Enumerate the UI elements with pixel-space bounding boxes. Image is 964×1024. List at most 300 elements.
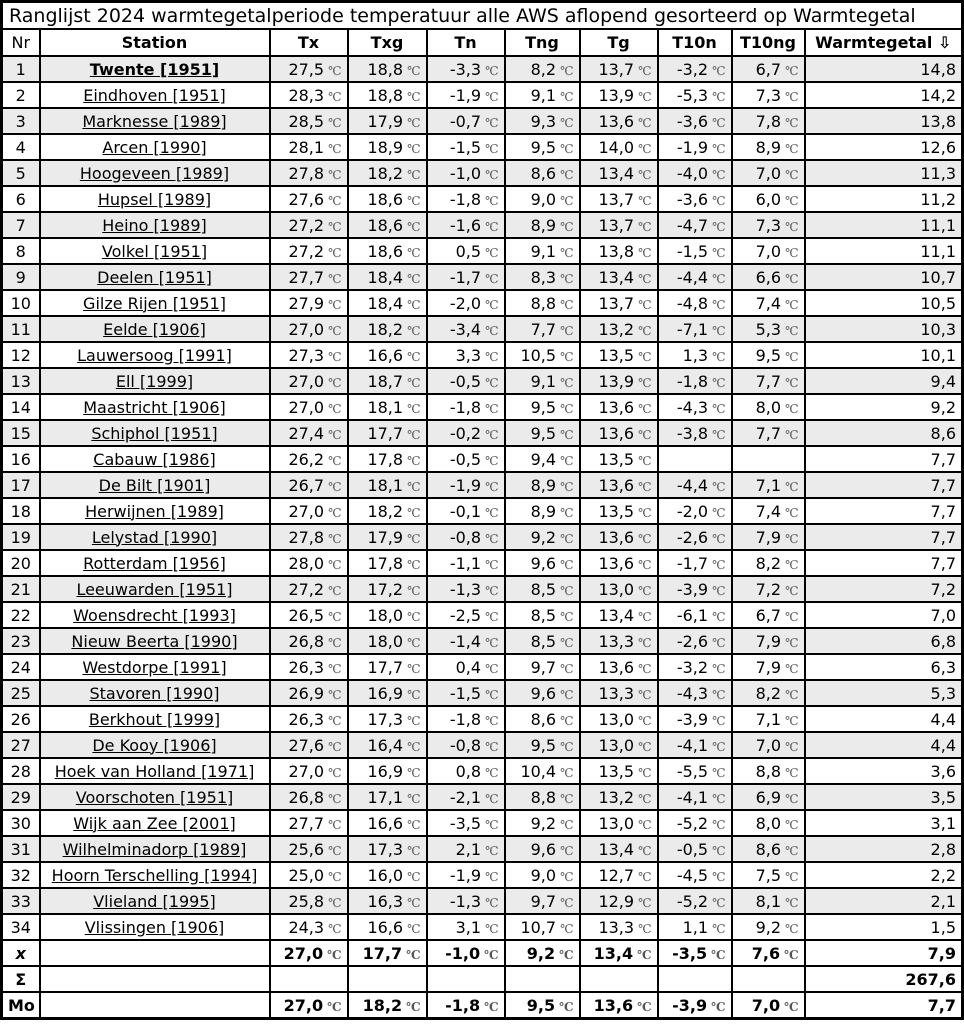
col-header-tng[interactable]: Tng: [505, 29, 580, 56]
warmtegetal-cell: 10,5: [805, 290, 963, 316]
celsius-unit: ℃: [785, 375, 799, 390]
celsius-unit: ℃: [638, 869, 652, 884]
temperature-value: 13,7: [598, 293, 635, 313]
celsius-unit: ℃: [638, 427, 652, 442]
temperature-value: -3,5: [449, 813, 482, 833]
temperature-value: 17,1: [367, 787, 404, 807]
temperature-value: 9,1: [530, 241, 557, 261]
station-link[interactable]: Voorschoten [1951]: [75, 787, 234, 807]
station-cell: [40, 82, 270, 108]
temp-cell: [427, 862, 505, 888]
temp-cell: [348, 368, 427, 394]
temp-cell: [580, 160, 658, 186]
temp-cell: [505, 472, 580, 498]
temp-cell: [505, 290, 580, 316]
temp-cell: [270, 706, 348, 732]
temperature-value: 13,5: [598, 345, 635, 365]
warmtegetal-cell: 2,2: [805, 862, 963, 888]
station-link[interactable]: Deelen [1951]: [97, 267, 212, 287]
celsius-unit: ℃: [712, 583, 726, 598]
summary-row: [2, 940, 963, 966]
temperature-value: 27,2: [288, 241, 325, 261]
celsius-unit: ℃: [638, 63, 652, 78]
temperature-value: 13,2: [598, 787, 635, 807]
temp-cell: [580, 264, 658, 290]
celsius-unit: ℃: [328, 167, 342, 182]
temp-cell: [427, 914, 505, 940]
celsius-unit: ℃: [485, 609, 499, 624]
temp-cell: [505, 758, 580, 784]
temperature-value: 13,6: [598, 475, 635, 495]
temp-cell: [270, 472, 348, 498]
temp-cell: [732, 524, 805, 550]
celsius-unit: ℃: [406, 999, 421, 1014]
summary-temp-cell: [580, 966, 658, 992]
station-link[interactable]: Ell [1999]: [115, 371, 194, 391]
temp-cell: [427, 342, 505, 368]
temp-cell: [505, 628, 580, 654]
temperature-value: 16,3: [367, 891, 404, 911]
temp-cell: [505, 706, 580, 732]
temperature-value: 8,9: [755, 137, 782, 157]
table-row: [2, 550, 963, 576]
station-link[interactable]: Heino [1989]: [102, 215, 207, 235]
station-link[interactable]: Cabauw [1986]: [93, 449, 216, 469]
col-header-tg[interactable]: Tg: [580, 29, 658, 56]
celsius-unit: ℃: [638, 193, 652, 208]
station-cell: [40, 446, 270, 472]
temperature-value: 8,6: [530, 163, 557, 183]
col-header-txg[interactable]: Txg: [348, 29, 427, 56]
temperature-value: -1,8: [449, 189, 482, 209]
station-link[interactable]: Hoorn Terschelling [1994]: [51, 865, 258, 885]
rank-cell: 27: [2, 732, 40, 758]
celsius-unit: ℃: [560, 635, 574, 650]
celsius-unit: ℃: [407, 765, 421, 780]
station-link[interactable]: Woensdrecht [1993]: [73, 605, 236, 625]
celsius-unit: ℃: [560, 765, 574, 780]
temperature-value: 18,7: [367, 371, 404, 391]
temp-cell: [732, 732, 805, 758]
temp-cell: [270, 446, 348, 472]
celsius-unit: ℃: [328, 323, 342, 338]
celsius-unit: ℃: [485, 271, 499, 286]
temperature-value: 27,2: [288, 215, 325, 235]
celsius-unit: ℃: [785, 713, 799, 728]
station-link[interactable]: Hoek van Holland [1971]: [54, 761, 255, 781]
temp-cell: [732, 602, 805, 628]
temperature-value: 13,3: [598, 631, 635, 651]
temp-cell: [505, 732, 580, 758]
rank-cell: 3: [2, 108, 40, 134]
temp-cell: [658, 862, 732, 888]
celsius-unit: ℃: [407, 661, 421, 676]
temp-cell: [505, 550, 580, 576]
station-link[interactable]: Rotterdam [1956]: [83, 553, 226, 573]
warmtegetal-cell: 11,1: [805, 212, 963, 238]
temperature-value: 18,4: [367, 293, 404, 313]
celsius-unit: ℃: [712, 635, 726, 650]
station-link[interactable]: Eelde [1906]: [103, 319, 206, 339]
temperature-value: 8,1: [755, 891, 782, 911]
temp-cell: [348, 602, 427, 628]
warmtegetal-cell: 7,2: [805, 576, 963, 602]
temperature-value: -4,0: [676, 163, 709, 183]
temperature-value: 26,9: [288, 683, 325, 703]
table-row: [2, 654, 963, 680]
temperature-value: 7,9: [755, 527, 782, 547]
celsius-unit: ℃: [328, 427, 342, 442]
station-link[interactable]: Wijk aan Zee [2001]: [73, 813, 236, 833]
temperature-value: 8,0: [755, 813, 782, 833]
celsius-unit: ℃: [328, 895, 342, 910]
warmtegetal-cell: 7,7: [805, 498, 963, 524]
station-link[interactable]: Berkhout [1999]: [88, 709, 221, 729]
station-link[interactable]: Maastricht [1906]: [83, 397, 226, 417]
celsius-unit: ℃: [407, 479, 421, 494]
celsius-unit: ℃: [559, 999, 574, 1014]
celsius-unit: ℃: [485, 635, 499, 650]
temperature-value: 18,0: [367, 605, 404, 625]
station-link[interactable]: Volkel [1951]: [101, 241, 208, 261]
temp-cell: [658, 706, 732, 732]
temp-cell: [505, 862, 580, 888]
temperature-value: -3,2: [676, 657, 709, 677]
warmtegetal-cell: 14,8: [805, 56, 963, 82]
temperature-value: 13,0: [598, 579, 635, 599]
temperature-value: 8,8: [755, 761, 782, 781]
warmtegetal-cell: 6,3: [805, 654, 963, 680]
celsius-unit: ℃: [560, 453, 574, 468]
celsius-unit: ℃: [328, 713, 342, 728]
warmtegetal-cell: 5,3: [805, 680, 963, 706]
summary-temp-cell: [658, 940, 732, 966]
station-cell: [40, 914, 270, 940]
celsius-unit: ℃: [407, 869, 421, 884]
celsius-unit: ℃: [784, 947, 799, 962]
warmtegetal-cell: 4,4: [805, 732, 963, 758]
temp-cell: [658, 134, 732, 160]
temp-cell: [732, 394, 805, 420]
temp-cell: [580, 914, 658, 940]
celsius-unit: ℃: [712, 817, 726, 832]
temperature-value: 9,5: [755, 345, 782, 365]
warmtegetal-cell: 1,5: [805, 914, 963, 940]
temp-cell: [658, 680, 732, 706]
temp-cell: [270, 524, 348, 550]
celsius-unit: ℃: [560, 921, 574, 936]
station-link[interactable]: Leeuwarden [1951]: [76, 579, 233, 599]
station-cell-empty: [40, 966, 270, 992]
station-cell: [40, 108, 270, 134]
table-row: [2, 810, 963, 836]
station-cell: [40, 732, 270, 758]
summary-temp-cell: [505, 992, 580, 1019]
celsius-unit: ℃: [712, 713, 726, 728]
celsius-unit: ℃: [328, 505, 342, 520]
rank-cell: 1: [2, 56, 40, 82]
station-link[interactable]: De Bilt [1901]: [98, 475, 211, 495]
table-row: [2, 576, 963, 602]
temp-cell: [270, 628, 348, 654]
station-link[interactable]: Twente [1951]: [89, 59, 220, 79]
station-link[interactable]: Marknesse [1989]: [82, 111, 227, 131]
station-link[interactable]: Wilhelminadorp [1989]: [62, 839, 247, 859]
celsius-unit: ℃: [638, 115, 652, 130]
celsius-unit: ℃: [485, 765, 499, 780]
station-link[interactable]: Lelystad [1990]: [91, 527, 218, 547]
table-row: [2, 342, 963, 368]
col-header-warmtegetal-sort-desc[interactable]: Warmtegetal ⇩: [805, 29, 963, 56]
temp-cell: [505, 576, 580, 602]
celsius-unit: ℃: [328, 89, 342, 104]
station-link[interactable]: Nieuw Beerta [1990]: [71, 631, 238, 651]
temp-cell: [580, 368, 658, 394]
temp-cell: [505, 394, 580, 420]
temp-cell: [270, 56, 348, 82]
temp-cell: [427, 758, 505, 784]
col-header-tn[interactable]: Tn: [427, 29, 505, 56]
celsius-unit: ℃: [485, 921, 499, 936]
warmtegetal-cell: 9,4: [805, 368, 963, 394]
temperature-value: -7,1: [676, 319, 709, 339]
temperature-value: 18,2: [367, 319, 404, 339]
celsius-unit: ℃: [485, 661, 499, 676]
table-row: [2, 316, 963, 342]
temperature-value: -5,2: [676, 813, 709, 833]
station-link[interactable]: Arcen [1990]: [102, 137, 207, 157]
table-row: [2, 446, 963, 472]
celsius-unit: ℃: [407, 687, 421, 702]
temperature-value: 6,7: [755, 59, 782, 79]
celsius-unit: ℃: [785, 167, 799, 182]
celsius-unit: ℃: [328, 661, 342, 676]
temperature-value: 13,4: [593, 943, 634, 963]
celsius-unit: ℃: [560, 687, 574, 702]
col-header-t10n[interactable]: T10n: [658, 29, 732, 56]
table-row: [2, 264, 963, 290]
temp-cell: [427, 108, 505, 134]
temperature-value: 7,0: [755, 735, 782, 755]
temp-cell: [427, 524, 505, 550]
temp-cell: [658, 524, 732, 550]
temperature-value: -1,7: [676, 553, 709, 573]
temp-cell: [732, 82, 805, 108]
temp-cell: [732, 368, 805, 394]
temp-cell: [505, 160, 580, 186]
summary-label-cell: Mo: [2, 992, 40, 1019]
col-header-nr[interactable]: Nr: [2, 29, 40, 56]
temperature-value: -3,9: [672, 995, 708, 1015]
temp-cell: [348, 238, 427, 264]
temp-cell: [732, 628, 805, 654]
station-link[interactable]: Hoogeveen [1989]: [79, 163, 230, 183]
temp-cell: [580, 680, 658, 706]
celsius-unit: ℃: [407, 89, 421, 104]
station-cell: [40, 628, 270, 654]
temperature-value: -4,1: [676, 787, 709, 807]
celsius-unit: ℃: [785, 791, 799, 806]
temp-cell: [505, 602, 580, 628]
temp-cell: [270, 602, 348, 628]
station-cell: [40, 134, 270, 160]
summary-label-cell: x: [2, 940, 40, 966]
station-cell: [40, 810, 270, 836]
temp-cell: [732, 810, 805, 836]
station-cell: [40, 836, 270, 862]
temp-cell: [348, 758, 427, 784]
station-link[interactable]: Hupsel [1989]: [97, 189, 212, 209]
station-link[interactable]: Gilze Rijen [1951]: [83, 293, 226, 313]
celsius-unit: ℃: [560, 167, 574, 182]
celsius-unit: ℃: [785, 193, 799, 208]
temp-cell: [732, 784, 805, 810]
celsius-unit: ℃: [407, 557, 421, 572]
temperature-value: 26,7: [288, 475, 325, 495]
celsius-unit: ℃: [638, 375, 652, 390]
celsius-unit: ℃: [785, 557, 799, 572]
temperature-value: 27,0: [283, 943, 324, 963]
temperature-value: 8,8: [530, 293, 557, 313]
rank-cell: 34: [2, 914, 40, 940]
celsius-unit: ℃: [485, 89, 499, 104]
celsius-unit: ℃: [638, 89, 652, 104]
temperature-value: -1,5: [676, 241, 709, 261]
celsius-unit: ℃: [407, 401, 421, 416]
summary-temp-cell: [505, 940, 580, 966]
celsius-unit: ℃: [328, 869, 342, 884]
rank-cell: 6: [2, 186, 40, 212]
rank-cell: 24: [2, 654, 40, 680]
temperature-value: -3,9: [676, 709, 709, 729]
temp-cell: [505, 56, 580, 82]
temp-cell: [348, 732, 427, 758]
temperature-value: 8,9: [530, 215, 557, 235]
summary-temp-cell: [427, 940, 505, 966]
rank-cell: 17: [2, 472, 40, 498]
celsius-unit: ℃: [485, 713, 499, 728]
summary-temp-cell: [348, 940, 427, 966]
temp-cell: [348, 914, 427, 940]
station-link[interactable]: Eindhoven [1951]: [83, 85, 226, 105]
col-header-t10ng[interactable]: T10ng: [732, 29, 805, 56]
temperature-value: 13,0: [598, 709, 635, 729]
celsius-unit: ℃: [485, 791, 499, 806]
station-link[interactable]: Schiphol [1951]: [91, 423, 218, 443]
station-link[interactable]: Vlieland [1995]: [93, 891, 216, 911]
temperature-value: -2,6: [676, 631, 709, 651]
temp-cell: [505, 212, 580, 238]
temperature-value: -3,3: [449, 59, 482, 79]
celsius-unit: ℃: [712, 167, 726, 182]
temp-cell: [505, 82, 580, 108]
celsius-unit: ℃: [712, 921, 726, 936]
station-link[interactable]: Stavoren [1990]: [89, 683, 220, 703]
station-link[interactable]: Vlissingen [1906]: [84, 917, 225, 937]
temperature-value: -0,5: [676, 839, 709, 859]
station-link[interactable]: Lauwersoog [1991]: [77, 345, 232, 365]
celsius-unit: ℃: [637, 947, 652, 962]
temp-cell: [270, 134, 348, 160]
celsius-unit: ℃: [407, 193, 421, 208]
table-row: [2, 82, 963, 108]
celsius-unit: ℃: [328, 115, 342, 130]
warmtegetal-cell: 7,0: [805, 602, 963, 628]
temp-cell: [348, 628, 427, 654]
celsius-unit: ℃: [638, 323, 652, 338]
temp-cell: [580, 186, 658, 212]
celsius-unit: ℃: [328, 791, 342, 806]
temp-cell: [658, 186, 732, 212]
station-link[interactable]: De Kooy [1906]: [92, 735, 217, 755]
table-row: [2, 160, 963, 186]
celsius-unit: ℃: [407, 609, 421, 624]
temp-cell: [658, 446, 732, 472]
station-link[interactable]: Herwijnen [1989]: [85, 501, 224, 521]
rank-cell: 13: [2, 368, 40, 394]
temperature-value: 27,0: [283, 995, 324, 1015]
col-header-tx[interactable]: Tx: [270, 29, 348, 56]
summary-warmtegetal-cell: 7,7: [805, 992, 963, 1019]
celsius-unit: ℃: [785, 297, 799, 312]
temp-cell: [348, 420, 427, 446]
temperature-value: 26,8: [288, 631, 325, 651]
temp-cell: [658, 368, 732, 394]
celsius-unit: ℃: [560, 531, 574, 546]
temp-cell: [348, 472, 427, 498]
celsius-unit: ℃: [560, 713, 574, 728]
celsius-unit: ℃: [328, 921, 342, 936]
temperature-value: 9,2: [755, 917, 782, 937]
temp-cell: [658, 498, 732, 524]
temp-cell: [505, 784, 580, 810]
temperature-value: 27,6: [288, 735, 325, 755]
temperature-value: -1,9: [449, 865, 482, 885]
temperature-value: 17,3: [367, 839, 404, 859]
temperature-value: 7,4: [755, 293, 782, 313]
temperature-value: -4,3: [676, 683, 709, 703]
temperature-value: 1,3: [682, 345, 709, 365]
temp-cell: [427, 394, 505, 420]
temperature-value: 16,6: [367, 813, 404, 833]
celsius-unit: ℃: [712, 479, 726, 494]
celsius-unit: ℃: [638, 635, 652, 650]
col-header-station[interactable]: Station: [40, 29, 270, 56]
celsius-unit: ℃: [638, 895, 652, 910]
temperature-value: -1,9: [449, 475, 482, 495]
warmtegetal-cell: 8,6: [805, 420, 963, 446]
summary-temp-cell: [580, 940, 658, 966]
temp-cell: [505, 888, 580, 914]
celsius-unit: ℃: [560, 427, 574, 442]
temperature-value: 8,2: [755, 683, 782, 703]
station-cell: [40, 524, 270, 550]
temp-cell: [580, 576, 658, 602]
celsius-unit: ℃: [485, 115, 499, 130]
temp-cell: [658, 212, 732, 238]
rank-cell: 33: [2, 888, 40, 914]
temperature-value: -1,6: [449, 215, 482, 235]
station-link[interactable]: Westdorpe [1991]: [82, 657, 227, 677]
temperature-value: 25,6: [288, 839, 325, 859]
temp-cell: [270, 758, 348, 784]
table-row: [2, 706, 963, 732]
temperature-value: 7,0: [751, 995, 781, 1015]
temp-cell: [580, 836, 658, 862]
temperature-value: 10,4: [520, 761, 557, 781]
temperature-value: 7,3: [755, 215, 782, 235]
rank-cell: 16: [2, 446, 40, 472]
